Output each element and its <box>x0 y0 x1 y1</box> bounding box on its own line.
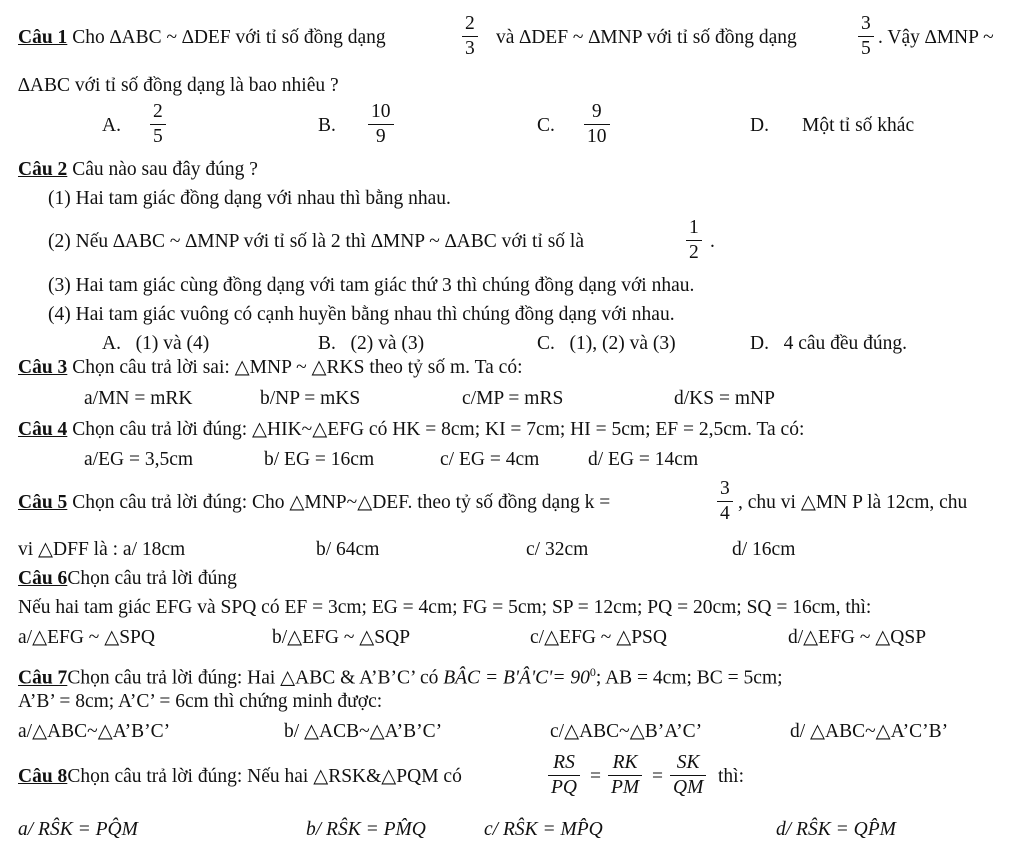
q2-s1: (1) Hai tam giác đồng dạng với nhau thì bằng nhau. <box>48 188 451 209</box>
q1-opt-a-label: A. <box>102 115 121 136</box>
q6-line1 <box>18 567 237 591</box>
q3-opt-c: c/MP = mRS <box>462 388 564 409</box>
q8-text: Chọn câu trả lời đúng: Nếu hai △RSK&△PQM có <box>67 766 462 787</box>
q1-opt-a <box>150 100 166 149</box>
q1-ratio2-num: 3 <box>858 12 874 37</box>
q2-s3: (3) Hai tam giác cùng đồng dạng với tam giác thứ 3 thì chúng đồng dạng với nhau. <box>48 275 695 296</box>
q8-opt-b: b/ RŜK = PM̂Q <box>306 819 426 840</box>
q8-f3-den: QM <box>673 777 704 798</box>
q2-opt-c: C. (1), (2) và (3) <box>537 333 676 354</box>
q1-opt-a-num: 2 <box>150 100 166 125</box>
q5-opt-b: b/ 64cm <box>316 539 380 560</box>
q8-opt-d: d/ RŜK = QP̂M <box>776 819 896 840</box>
q4-text: Chọn câu trả lời đúng: △HIK~△EFG có HK = 8cm; KI = 7cm; HI = 5cm; EF = 2,5cm. Ta có: <box>72 419 805 440</box>
q6-opt-d: d/△EFG ~ △QSP <box>788 627 927 648</box>
q8-frac1 <box>548 751 580 800</box>
q3-line1 <box>18 356 523 380</box>
q1-ratio2 <box>858 12 874 61</box>
q2-opt-b: B. (2) và (3) <box>318 333 425 354</box>
q2-s2-frac <box>686 216 702 265</box>
q1-line2: ∆ABC với tỉ số đồng dạng là bao nhiêu ? <box>18 75 339 96</box>
q8-frac3 <box>670 751 706 800</box>
q2-label: Câu 2 <box>18 159 68 180</box>
q8-line1 <box>18 765 462 789</box>
q1-label: Câu 1 <box>18 27 68 48</box>
q1-opt-d-label: D. <box>750 115 769 136</box>
q1-ratio2-den: 5 <box>861 38 871 59</box>
q8-opt-a: a/ RŜK = PQ̂M <box>18 819 138 840</box>
q5-k-num: 3 <box>717 477 733 502</box>
q1-opt-c <box>584 100 610 149</box>
q2-opt-d: D. 4 câu đều đúng. <box>750 333 908 354</box>
q6-opt-c: c/△EFG ~ △PSQ <box>530 627 667 648</box>
q8-eq2: = <box>652 766 663 787</box>
q1-opt-b <box>368 100 394 149</box>
q1-opt-b-den: 9 <box>375 126 386 147</box>
q7-label: Câu 7 <box>18 667 68 689</box>
q6-line2: Nếu hai tam giác EFG và SPQ có EF = 3cm; EG = 4cm; FG = 5cm; SP = 12cm; PQ = 20cm; SQ = 16cm, thì: <box>18 597 872 618</box>
q6-text: Chọn câu trả lời đúng <box>67 568 237 589</box>
q7-line1 <box>18 660 783 691</box>
q2-s4: (4) Hai tam giác vuông có cạnh huyền bằng nhau thì chúng đồng dạng với nhau. <box>48 304 675 325</box>
q2-line1 <box>18 158 258 182</box>
q4-label: Câu 4 <box>18 419 68 440</box>
q7-line2: A’B’ = 8cm; A’C’ = 6cm thì chứng minh được: <box>18 691 383 712</box>
q7-opt-d: d/ △ABC~△A’C’B’ <box>790 721 949 742</box>
q4-opt-c: c/ EG = 4cm <box>440 449 540 470</box>
q1-opt-d-text: Một tỉ số khác <box>802 115 915 136</box>
q8-f1-den: PQ <box>551 777 577 798</box>
q1-opt-c-label: C. <box>537 115 555 136</box>
q7-deg: 0 <box>589 665 596 679</box>
q1-line1 <box>18 26 386 50</box>
q5-k-frac <box>717 477 733 526</box>
q7-text-a: Chọn câu trả lời đúng: Hai △ABC & A’B’C’ có <box>67 667 439 689</box>
q8-f3-num: SK <box>670 751 706 776</box>
q7-opt-c: c/△ABC~△B’A’C’ <box>550 721 703 742</box>
q6-opt-a: a/△EFG ~ △SPQ <box>18 627 155 648</box>
q3-label: Câu 3 <box>18 357 68 378</box>
q6-opt-b: b/△EFG ~ △SQP <box>272 627 411 648</box>
q3-opt-a: a/MN = mRK <box>84 388 193 409</box>
q2-s2-num: 1 <box>686 216 702 241</box>
q8-f2-den: PM <box>611 777 640 798</box>
q1-opt-b-label: B. <box>318 115 336 136</box>
q8-f1-num: RS <box>548 751 580 776</box>
q8-frac2 <box>608 751 642 800</box>
q1-ratio1 <box>462 12 478 61</box>
q5-line1 <box>18 491 610 515</box>
q2-s2: (2) Nếu ∆ABC ~ ∆MNP với tỉ số là 2 thì ∆MNP ~ ∆ABC với tỉ số là <box>48 231 584 252</box>
q2-opt-a: A. (1) và (4) <box>102 333 210 354</box>
q1-opt-a-den: 5 <box>153 126 163 147</box>
q5-k-den: 4 <box>720 503 730 524</box>
q5-text-a: Chọn câu trả lời đúng: Cho △MNP~△DEF. theo tỷ số đồng dạng k = <box>72 492 611 513</box>
q8-text-end: thì: <box>718 766 745 787</box>
q4-line1 <box>18 418 804 442</box>
q7-text-b: ; AB = 4cm; BC = 5cm; <box>595 667 783 689</box>
q5-opt-d: d/ 16cm <box>732 539 796 560</box>
q7-opt-a: a/△ABC~△A’B’C’ <box>18 721 171 742</box>
q1-text-b: và ∆DEF ~ ∆MNP với tỉ số đồng dạng <box>496 27 797 48</box>
q3-text: Chọn câu trả lời sai: △MNP ~ △RKS theo tỷ số m. Ta có: <box>72 357 523 378</box>
q7-opt-b: b/ △ACB~△A’B’C’ <box>284 721 443 742</box>
q8-f2-num: RK <box>608 751 642 776</box>
q6-label: Câu 6 <box>18 568 68 589</box>
q1-ratio1-den: 3 <box>465 38 475 59</box>
q5-line2: vi △DFF là : a/ 18cm <box>18 539 186 560</box>
q8-eq1: = <box>590 766 601 787</box>
q8-opt-c: c/ RŜK = MP̂Q <box>484 819 603 840</box>
q5-text-b: , chu vi △MN P là 12cm, chu <box>738 492 968 513</box>
q3-opt-d: d/KS = mNP <box>674 388 775 409</box>
q5-label: Câu 5 <box>18 492 68 513</box>
q1-text-a: Cho ∆ABC ~ ∆DEF với tỉ số đồng dạng <box>72 27 386 48</box>
q2-s2-den: 2 <box>689 242 699 263</box>
q8-label: Câu 8 <box>18 766 68 787</box>
q4-opt-d: d/ EG = 14cm <box>588 449 699 470</box>
q7-angle: BÂC = B'Â'C'= 90 <box>443 667 590 689</box>
q4-opt-b: b/ EG = 16cm <box>264 449 375 470</box>
q1-opt-b-num: 10 <box>368 100 394 125</box>
q1-opt-c-den: 10 <box>587 126 607 147</box>
q2-s2-end: . <box>710 231 715 252</box>
q4-opt-a: a/EG = 3,5cm <box>84 449 194 470</box>
q5-opt-c: c/ 32cm <box>526 539 589 560</box>
q1-ratio1-num: 2 <box>462 12 478 37</box>
q3-opt-b: b/NP = mKS <box>260 388 361 409</box>
q1-text-c: . Vậy ∆MNP ~ <box>878 27 994 48</box>
q2-text: Câu nào sau đây đúng ? <box>72 159 258 180</box>
q1-opt-c-num: 9 <box>584 100 610 125</box>
